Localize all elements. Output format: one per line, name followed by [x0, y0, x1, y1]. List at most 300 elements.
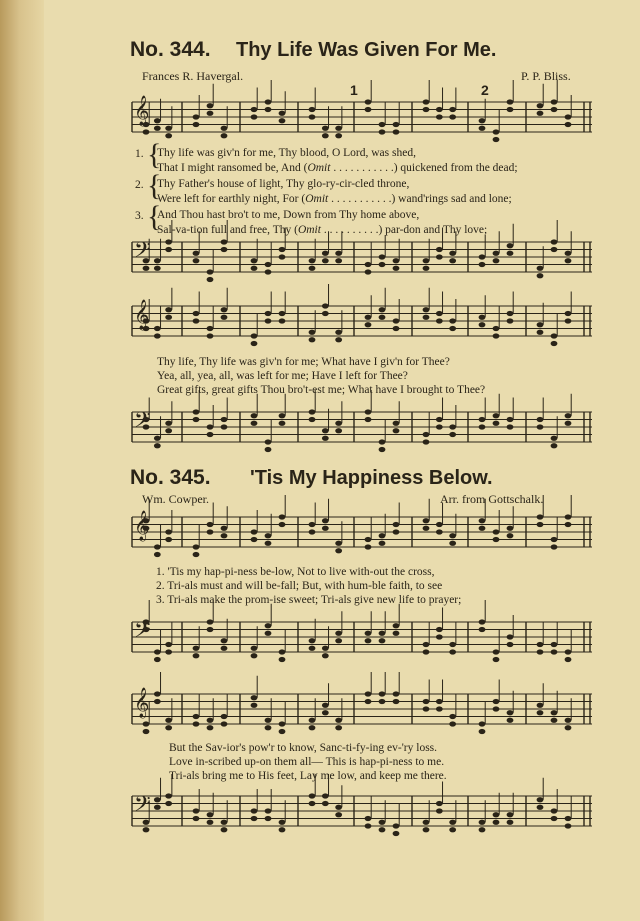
note-head — [193, 417, 200, 422]
note-head — [449, 258, 456, 263]
note-head — [379, 254, 386, 259]
note-head — [449, 107, 456, 112]
note-head — [436, 699, 443, 704]
note-head — [507, 718, 514, 723]
note-head — [493, 413, 500, 418]
note-head — [221, 307, 228, 312]
note-head — [449, 820, 456, 825]
note-head — [365, 699, 372, 704]
note-head — [193, 122, 200, 127]
note-head — [365, 315, 372, 320]
verse-brace-icon: { — [147, 200, 162, 233]
note-head — [423, 266, 430, 271]
note-head — [251, 816, 258, 821]
note-head — [393, 699, 400, 704]
note-head — [423, 518, 430, 523]
note-head — [379, 820, 386, 825]
note-head — [565, 318, 572, 323]
note-head — [537, 797, 544, 802]
note-head — [365, 631, 372, 636]
note-head — [537, 649, 544, 654]
note-head — [309, 793, 316, 798]
hymn-345-system-2-treble-staff — [132, 690, 592, 730]
note-head — [265, 447, 272, 452]
note-head — [365, 107, 372, 112]
note-head — [309, 266, 316, 271]
note-head — [309, 417, 316, 422]
note-head — [379, 122, 386, 127]
note-head — [335, 428, 342, 433]
note-head — [279, 111, 286, 116]
note-head — [493, 657, 500, 662]
note-head — [154, 333, 161, 338]
note-head — [279, 413, 286, 418]
note-head — [251, 341, 258, 346]
note-head — [507, 99, 514, 104]
note-head — [207, 725, 214, 730]
note-head — [537, 424, 544, 429]
note-head — [335, 337, 342, 342]
note-head — [154, 805, 161, 810]
note-head — [154, 326, 161, 331]
treble-clef-icon: 𝄞 — [134, 511, 150, 541]
note-head — [322, 436, 329, 441]
note-head — [279, 820, 286, 825]
note-head — [221, 638, 228, 643]
note-head — [393, 823, 400, 828]
note-head — [154, 436, 161, 441]
note-head — [335, 126, 342, 131]
note-head — [449, 827, 456, 832]
note-head — [279, 247, 286, 252]
note-head — [207, 277, 214, 282]
note-head — [251, 266, 258, 271]
note-head — [207, 529, 214, 534]
note-head — [193, 646, 200, 651]
note-head — [279, 311, 286, 316]
verse-brace-icon: { — [147, 138, 162, 171]
hymn-344-system-2-treble-staff — [132, 302, 592, 342]
note-head — [154, 126, 161, 131]
note-head — [322, 251, 329, 256]
note-head — [449, 649, 456, 654]
verse-number: 3. — [135, 210, 144, 222]
note-head — [165, 718, 172, 723]
hymn-344-system-1-treble-staff — [132, 98, 592, 138]
note-head — [565, 251, 572, 256]
note-head — [279, 514, 286, 519]
note-head — [551, 537, 558, 542]
note-head — [154, 657, 161, 662]
note-head — [207, 333, 214, 338]
note-head — [551, 642, 558, 647]
note-head — [393, 623, 400, 628]
note-head — [322, 518, 329, 523]
note-head — [551, 333, 558, 338]
note-head — [207, 820, 214, 825]
note-head — [393, 318, 400, 323]
note-head — [423, 706, 430, 711]
note-head — [565, 657, 572, 662]
note-head — [322, 258, 329, 263]
note-head — [165, 307, 172, 312]
hymn-345-title: 'Tis My Happiness Below. — [250, 467, 493, 489]
note-head — [423, 432, 430, 437]
note-head — [436, 424, 443, 429]
note-head — [279, 522, 286, 527]
note-head — [265, 107, 272, 112]
note-head — [221, 827, 228, 832]
note-head — [379, 691, 386, 696]
note-head — [279, 118, 286, 123]
note-head — [207, 718, 214, 723]
note-head — [379, 129, 386, 134]
note-head — [449, 541, 456, 546]
note-head — [335, 805, 342, 810]
note-head — [493, 699, 500, 704]
note-head — [143, 729, 150, 734]
refrain-line-2: Yea, all, yea, all, was left for me; Have I left for Thee? — [157, 370, 408, 382]
note-head — [393, 326, 400, 331]
note-head — [207, 269, 214, 274]
note-head — [322, 133, 329, 138]
note-head — [449, 721, 456, 726]
hymn-345-system-1-treble-staff — [132, 513, 592, 553]
note-head — [154, 118, 161, 123]
first-ending-marker: 1 — [350, 82, 358, 98]
verse-3-line-2: Sal-va-tion full and free, Thy (Omit . . . . . . . . . .) par-don and Thy love; — [157, 224, 488, 236]
note-head — [379, 262, 386, 267]
note-head — [507, 107, 514, 112]
note-head — [221, 247, 228, 252]
note-head — [193, 251, 200, 256]
note-head — [309, 107, 316, 112]
note-head — [165, 126, 172, 131]
hymn-345-author: Wm. Cowper. — [142, 492, 209, 506]
note-head — [493, 137, 500, 142]
note-head — [436, 634, 443, 639]
note-head — [479, 118, 486, 123]
note-head — [309, 646, 316, 651]
note-head — [265, 318, 272, 323]
note-head — [436, 808, 443, 813]
note-head — [551, 239, 558, 244]
note-head — [449, 533, 456, 538]
note-head — [221, 646, 228, 651]
note-head — [251, 107, 258, 112]
note-head — [154, 691, 161, 696]
note-head — [507, 812, 514, 817]
note-head — [565, 114, 572, 119]
hymn-345-verse-2-cont: Love in-scribed up-on them all— This is hap-pi-ness to me. — [169, 756, 445, 768]
note-head — [565, 421, 572, 426]
note-head — [335, 133, 342, 138]
note-head — [365, 269, 372, 274]
note-head — [379, 307, 386, 312]
note-head — [165, 315, 172, 320]
note-head — [265, 439, 272, 444]
note-head — [393, 421, 400, 426]
note-head — [551, 443, 558, 448]
note-head — [251, 114, 258, 119]
note-head — [423, 649, 430, 654]
note-head — [309, 718, 316, 723]
note-head — [493, 706, 500, 711]
note-head — [423, 827, 430, 832]
note-head — [193, 721, 200, 726]
hymn-344-author: Frances R. Havergal. — [142, 69, 244, 83]
note-head — [436, 417, 443, 422]
treble-clef-icon: 𝄞 — [134, 96, 150, 126]
note-head — [207, 812, 214, 817]
hymn-345-system-2-bass-staff — [132, 792, 592, 832]
note-head — [193, 258, 200, 263]
note-head — [207, 619, 214, 624]
note-head — [335, 812, 342, 817]
note-head — [565, 122, 572, 127]
note-head — [493, 251, 500, 256]
note-head — [423, 699, 430, 704]
note-head — [565, 725, 572, 730]
note-head — [379, 533, 386, 538]
note-head — [449, 424, 456, 429]
note-head — [436, 318, 443, 323]
note-head — [537, 805, 544, 810]
note-head — [322, 303, 329, 308]
verse-2-line-1: Thy Father's house of light, Thy glo-ry-cir-cled throne, — [157, 178, 410, 190]
note-head — [207, 111, 214, 116]
note-head — [279, 649, 286, 654]
note-head — [265, 631, 272, 636]
note-head — [479, 820, 486, 825]
note-head — [423, 642, 430, 647]
note-head — [309, 725, 316, 730]
note-head — [379, 447, 386, 452]
verse-1-line-1: Thy life was giv'n for me, Thy blood, O Lord, was shed, — [157, 147, 416, 159]
hymn-345-verse-1: 1. 'Tis my hap-pi-ness be-low, Not to live with-out the cross, — [156, 566, 435, 578]
note-head — [265, 262, 272, 267]
note-head — [493, 333, 500, 338]
note-head — [565, 522, 572, 527]
note-head — [221, 315, 228, 320]
note-head — [479, 526, 486, 531]
note-head — [165, 239, 172, 244]
note-head — [479, 126, 486, 131]
note-head — [322, 703, 329, 708]
note-head — [537, 330, 544, 335]
note-head — [322, 710, 329, 715]
note-head — [279, 421, 286, 426]
note-head — [309, 114, 316, 119]
note-head — [565, 649, 572, 654]
note-head — [322, 126, 329, 131]
note-head — [165, 247, 172, 252]
note-head — [449, 251, 456, 256]
note-head — [365, 816, 372, 821]
note-head — [265, 311, 272, 316]
note-head — [507, 311, 514, 316]
note-head — [493, 820, 500, 825]
note-head — [221, 239, 228, 244]
note-head — [309, 529, 316, 534]
note-head — [309, 409, 316, 414]
note-head — [449, 114, 456, 119]
hymn-345-number: No. 345. — [130, 466, 211, 489]
note-head — [309, 330, 316, 335]
note-head — [479, 827, 486, 832]
note-head — [565, 718, 572, 723]
note-head — [251, 537, 258, 542]
note-head — [449, 642, 456, 647]
note-head — [265, 718, 272, 723]
note-head — [436, 529, 443, 534]
note-head — [537, 103, 544, 108]
note-head — [154, 552, 161, 557]
note-head — [393, 831, 400, 836]
note-head — [423, 307, 430, 312]
note-head — [251, 258, 258, 263]
note-head — [423, 526, 430, 531]
note-head — [265, 623, 272, 628]
note-head — [279, 827, 286, 832]
note-head — [154, 544, 161, 549]
note-head — [393, 122, 400, 127]
note-head — [221, 417, 228, 422]
note-head — [251, 529, 258, 534]
note-head — [154, 649, 161, 654]
note-head — [251, 653, 258, 658]
note-head — [143, 129, 150, 134]
note-head — [335, 725, 342, 730]
note-head — [154, 443, 161, 448]
note-head — [493, 421, 500, 426]
note-head — [365, 823, 372, 828]
note-head — [449, 326, 456, 331]
note-head — [493, 529, 500, 534]
note-head — [279, 657, 286, 662]
note-head — [493, 129, 500, 134]
note-head — [265, 808, 272, 813]
note-head — [335, 541, 342, 546]
hymn-344-title: Thy Life Was Given For Me. — [236, 39, 497, 61]
hymn-344-number: No. 344. — [130, 38, 211, 61]
note-head — [551, 544, 558, 549]
note-head — [493, 537, 500, 542]
note-head — [143, 827, 150, 832]
note-head — [423, 99, 430, 104]
note-head — [322, 646, 329, 651]
note-head — [493, 649, 500, 654]
note-head — [551, 710, 558, 715]
note-head — [207, 627, 214, 632]
note-head — [551, 107, 558, 112]
note-head — [322, 801, 329, 806]
note-head — [165, 793, 172, 798]
note-head — [365, 544, 372, 549]
note-head — [193, 311, 200, 316]
note-head — [423, 107, 430, 112]
note-head — [265, 533, 272, 538]
note-head — [507, 318, 514, 323]
note-head — [393, 428, 400, 433]
note-head — [423, 820, 430, 825]
note-head — [193, 318, 200, 323]
note-head — [537, 111, 544, 116]
note-head — [335, 638, 342, 643]
note-head — [165, 529, 172, 534]
note-head — [365, 537, 372, 542]
note-head — [436, 522, 443, 527]
note-head — [565, 514, 572, 519]
note-head — [335, 718, 342, 723]
note-head — [251, 421, 258, 426]
treble-clef-icon: 𝄞 — [134, 688, 150, 718]
note-head — [221, 126, 228, 131]
note-head — [365, 409, 372, 414]
note-head — [193, 653, 200, 658]
note-head — [207, 432, 214, 437]
note-head — [479, 627, 486, 632]
note-head — [507, 243, 514, 248]
note-head — [479, 315, 486, 320]
note-head — [537, 703, 544, 708]
hymn-344-composer: P. P. Bliss. — [521, 69, 571, 83]
note-head — [393, 522, 400, 527]
note-head — [479, 518, 486, 523]
note-head — [207, 522, 214, 527]
note-head — [551, 247, 558, 252]
note-head — [537, 710, 544, 715]
note-head — [365, 262, 372, 267]
bass-clef-icon: 𝄢 — [134, 618, 151, 648]
verse-2-line-2: Were left for earthly night, For (Omit . . . . . . . . . . .) wand'rings sad and lone; — [157, 193, 512, 205]
note-head — [393, 691, 400, 696]
note-head — [436, 247, 443, 252]
note-head — [423, 439, 430, 444]
note-head — [479, 322, 486, 327]
note-head — [365, 638, 372, 643]
note-head — [165, 537, 172, 542]
note-head — [365, 322, 372, 327]
note-head — [265, 541, 272, 546]
note-head — [379, 315, 386, 320]
note-head — [436, 107, 443, 112]
note-head — [365, 417, 372, 422]
note-head — [436, 311, 443, 316]
note-head — [221, 133, 228, 138]
hymnal-page — [44, 0, 640, 921]
note-head — [279, 254, 286, 259]
note-head — [393, 631, 400, 636]
note-head — [335, 631, 342, 636]
note-head — [165, 133, 172, 138]
bass-clef-icon: 𝄢 — [134, 238, 151, 268]
note-head — [221, 424, 228, 429]
note-head — [379, 439, 386, 444]
note-head — [537, 514, 544, 519]
hymn-345-verse-3-cont: Tri-als bring me to His feet, Lay me low, and keep me there. — [169, 770, 447, 782]
note-head — [322, 428, 329, 433]
note-head — [221, 533, 228, 538]
note-head — [565, 823, 572, 828]
note-head — [379, 827, 386, 832]
note-head — [393, 529, 400, 534]
note-head — [335, 421, 342, 426]
note-head — [309, 801, 316, 806]
note-head — [165, 421, 172, 426]
verse-1-line-2: That I might ransomed be, And (Omit . . . . . . . . . . .) quickened from the dead; — [157, 162, 518, 174]
note-head — [143, 721, 150, 726]
